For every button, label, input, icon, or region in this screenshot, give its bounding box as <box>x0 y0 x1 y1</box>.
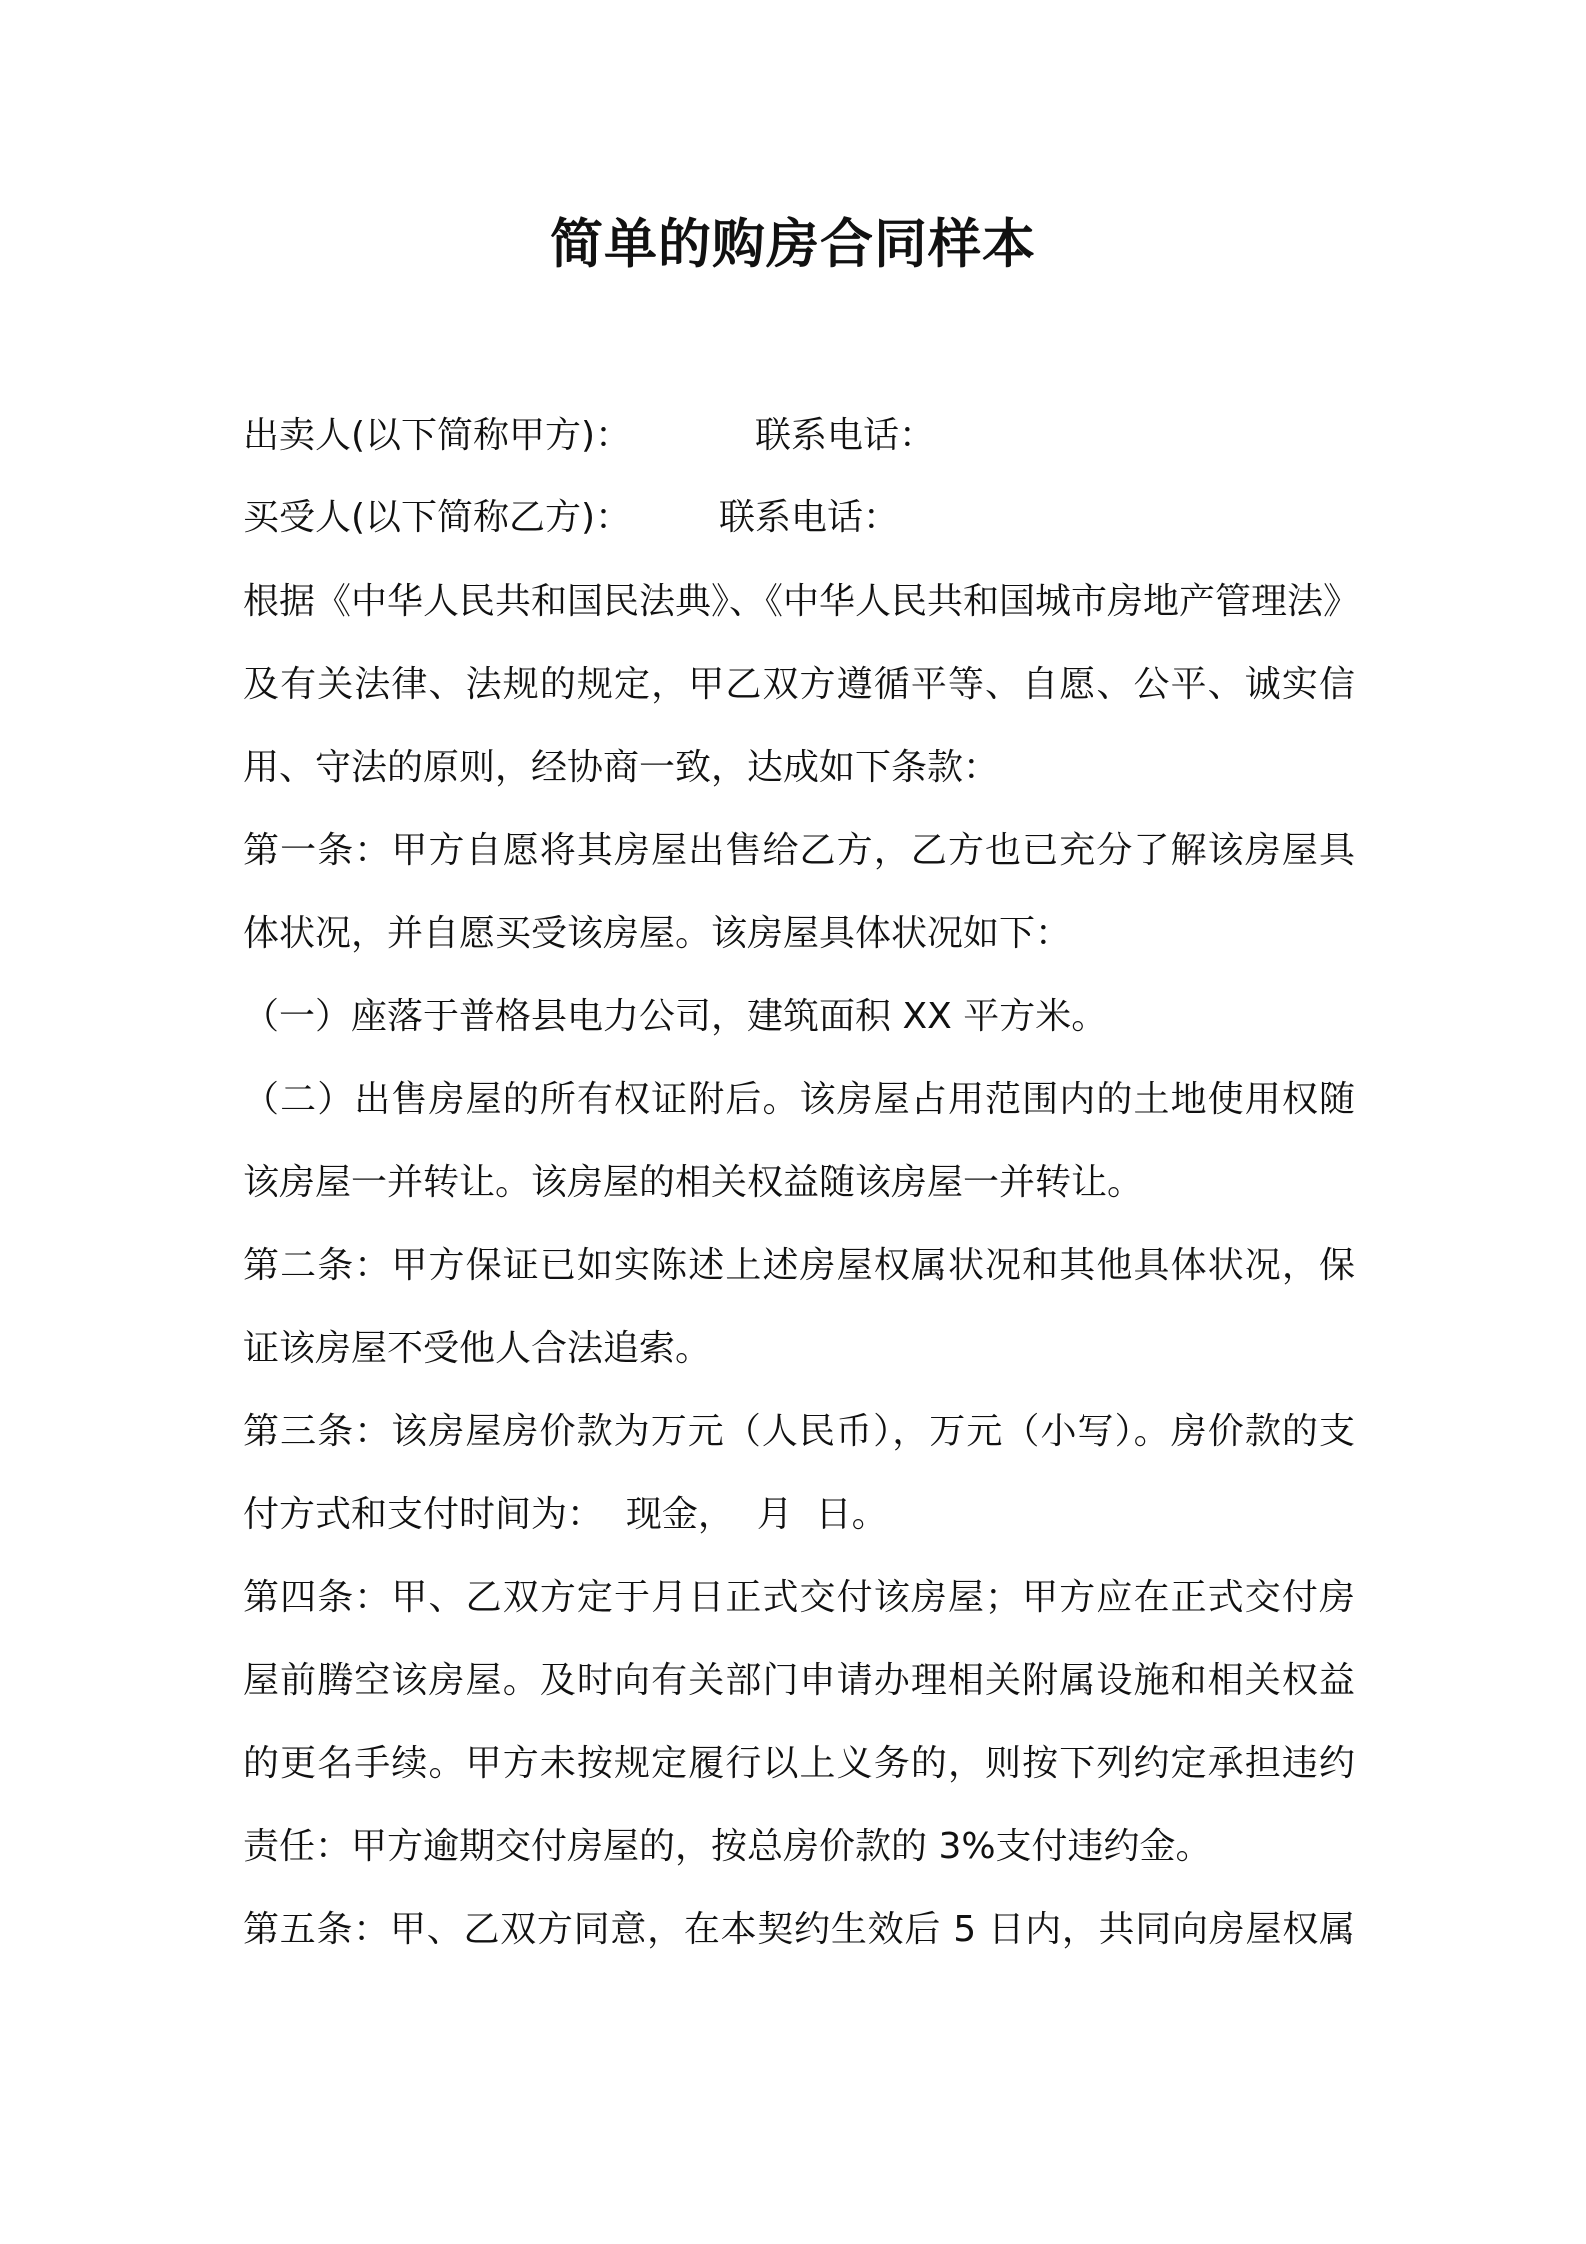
body-line: 付方式和支付时间为： 现金， 月 日。 <box>243 1494 888 1535</box>
body-line: 用、守法的原则，经协商一致，达成如下条款： <box>243 747 1000 788</box>
article-1-line: 第一条：甲方自愿将其房屋出售给乙方，乙方也已充分了解该房屋具 <box>243 830 1355 871</box>
clause-item-2: （二）出售房屋的所有权证附后。该房屋占用范围内的土地使用权随 <box>243 1079 1355 1120</box>
article-3-line: 第三条：该房屋房价款为万元（人民币），万元（小写）。房价款的支 <box>243 1411 1355 1452</box>
seller-label: 出卖人(以下简称甲方)： <box>243 415 632 456</box>
body-line: 及有关法律、法规的规定，甲乙双方遵循平等、自愿、公平、诚实信 <box>243 664 1355 705</box>
article-2-line: 第二条：甲方保证已如实陈述上述房屋权属状况和其他具体状况，保 <box>243 1245 1355 1286</box>
buyer-label: 买受人(以下简称乙方)： <box>243 497 632 538</box>
buyer-phone-label: 联系电话： <box>719 497 900 538</box>
seller-phone-label: 联系电话： <box>755 415 936 456</box>
body-line: 责任：甲方逾期交付房屋的，按总房价款的 3%支付违约金。 <box>243 1826 1212 1867</box>
body-line: 的更名手续。甲方未按规定履行以上义务的，则按下列约定承担违约 <box>243 1743 1355 1784</box>
body-line: 屋前腾空该房屋。及时向有关部门申请办理相关附属设施和相关权益 <box>243 1660 1355 1701</box>
document-title: 简单的购房合同样本 <box>550 214 1036 275</box>
article-5-line: 第五条：甲、乙双方同意，在本契约生效后 5 日内，共同向房屋权属 <box>243 1909 1355 1950</box>
body-line: 体状况，并自愿买受该房屋。该房屋具体状况如下： <box>243 913 1072 954</box>
article-4-line: 第四条：甲、乙双方定于月日正式交付该房屋；甲方应在正式交付房 <box>243 1577 1355 1618</box>
body-line: 根据《中华人民共和国民法典》、《中华人民共和国城市房地产管理法》 <box>243 581 1360 622</box>
clause-item-1: （一）座落于普格县电力公司，建筑面积 XX 平方米。 <box>243 996 1108 1037</box>
body-line: 该房屋一并转让。该房屋的相关权益随该房屋一并转让。 <box>243 1162 1144 1203</box>
body-line: 证该房屋不受他人合法追索。 <box>243 1328 712 1369</box>
